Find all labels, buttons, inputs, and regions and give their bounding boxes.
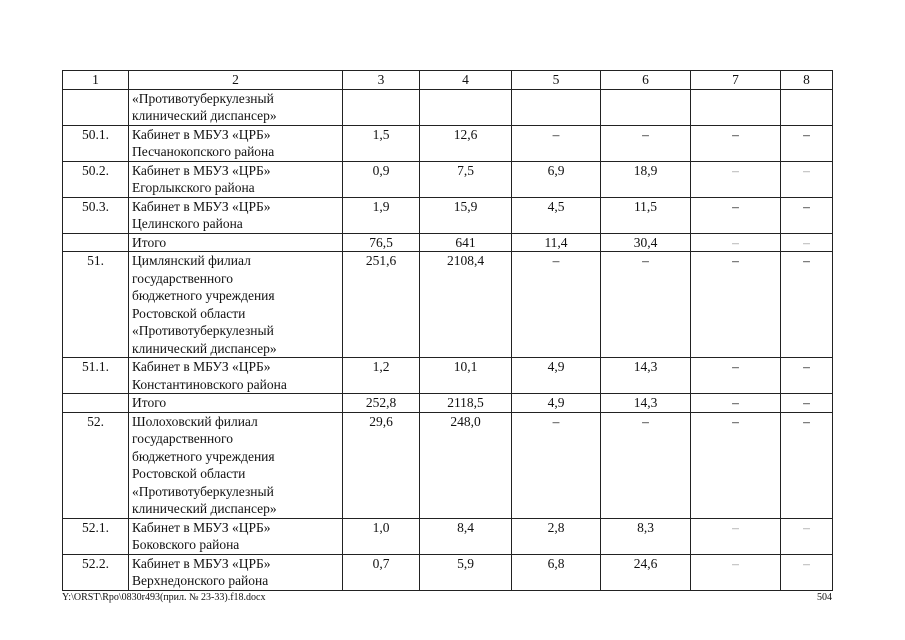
value-cell: – bbox=[781, 233, 833, 252]
name-cell bbox=[129, 125, 343, 161]
value-cell: – bbox=[691, 252, 781, 358]
footer-page-number: 504 bbox=[817, 592, 832, 603]
table-row bbox=[63, 394, 833, 413]
value-cell bbox=[781, 89, 833, 125]
name-line: Константиновского района bbox=[132, 376, 287, 392]
value-cell bbox=[512, 89, 601, 125]
header-cell: 7 bbox=[691, 71, 781, 90]
footer-file-path: Y:\ORST\Rpo\0830r493(прил. № 23-33).f18.docx bbox=[62, 592, 266, 603]
value-cell: 248,0 bbox=[420, 412, 512, 518]
value-cell: 5,9 bbox=[420, 554, 512, 590]
name-line: Целинского района bbox=[132, 216, 243, 231]
value-cell: – bbox=[691, 197, 781, 233]
table-header-row bbox=[63, 71, 833, 90]
name-line: Итого bbox=[132, 395, 167, 410]
header-cell: 3 bbox=[343, 71, 420, 90]
table-row bbox=[63, 518, 833, 554]
value-cell bbox=[691, 89, 781, 125]
value-cell: 29,6 bbox=[343, 412, 420, 518]
value-cell: – bbox=[781, 252, 833, 358]
value-cell: – bbox=[512, 412, 601, 518]
value-cell bbox=[343, 89, 420, 125]
value-cell: – bbox=[691, 358, 781, 394]
name-line: Кабинет в МБУЗ «ЦРБ» bbox=[132, 519, 271, 535]
name-line: Верхнедонского района bbox=[132, 573, 269, 588]
table-row bbox=[63, 125, 833, 161]
name-line: Песчанокопского района bbox=[132, 144, 275, 159]
name-line: Ростовской области bbox=[132, 305, 246, 321]
name-line: Кабинет в МБУЗ «ЦРБ» bbox=[132, 359, 271, 374]
header-cell: 2 bbox=[129, 71, 343, 90]
value-cell: 14,3 bbox=[601, 358, 691, 394]
value-cell: – bbox=[781, 518, 833, 554]
value-cell: 8,3 bbox=[601, 518, 691, 554]
name-line: Кабинет в МБУЗ «ЦРБ» bbox=[132, 198, 271, 214]
value-cell: 0,9 bbox=[343, 161, 420, 197]
value-cell: – bbox=[781, 554, 833, 590]
value-cell: 76,5 bbox=[343, 233, 420, 252]
value-cell: 2118,5 bbox=[420, 394, 512, 413]
value-cell: – bbox=[781, 358, 833, 394]
table-row bbox=[63, 252, 833, 358]
name-cell bbox=[129, 197, 343, 233]
name-line: «Противотуберкулезный bbox=[132, 323, 274, 338]
table-row bbox=[63, 89, 833, 125]
table-row bbox=[63, 412, 833, 518]
value-cell: 10,1 bbox=[420, 358, 512, 394]
value-cell: 4,5 bbox=[512, 197, 601, 233]
value-cell: 1,5 bbox=[343, 125, 420, 161]
value-cell: 1,0 bbox=[343, 518, 420, 554]
name-line: Цимлянский филиал bbox=[132, 253, 251, 268]
name-line: государственного bbox=[132, 270, 233, 286]
name-cell bbox=[129, 394, 343, 413]
name-line: Итого bbox=[132, 234, 167, 250]
value-cell bbox=[601, 89, 691, 125]
value-cell: 641 bbox=[420, 233, 512, 252]
table-body bbox=[63, 71, 833, 591]
name-line: Кабинет в МБУЗ «ЦРБ» bbox=[132, 555, 271, 571]
value-cell: – bbox=[691, 161, 781, 197]
name-line: государственного bbox=[132, 431, 233, 446]
header-cell: 6 bbox=[601, 71, 691, 90]
name-cell bbox=[129, 412, 343, 518]
value-cell: – bbox=[781, 197, 833, 233]
name-line: «Противотуберкулезный bbox=[132, 483, 274, 499]
value-cell: 18,9 bbox=[601, 161, 691, 197]
value-cell: – bbox=[601, 125, 691, 161]
header-cell: 5 bbox=[512, 71, 601, 90]
value-cell bbox=[420, 89, 512, 125]
table-row bbox=[63, 358, 833, 394]
name-cell bbox=[129, 89, 343, 125]
table-row bbox=[63, 554, 833, 590]
value-cell: 6,8 bbox=[512, 554, 601, 590]
name-cell bbox=[129, 518, 343, 554]
name-cell bbox=[129, 252, 343, 358]
value-cell: 11,4 bbox=[512, 233, 601, 252]
value-cell: – bbox=[781, 412, 833, 518]
value-cell: 1,2 bbox=[343, 358, 420, 394]
name-cell bbox=[129, 161, 343, 197]
table-row bbox=[63, 233, 833, 252]
value-cell: 1,9 bbox=[343, 197, 420, 233]
name-line: Боковского района bbox=[132, 537, 240, 552]
value-cell: 8,4 bbox=[420, 518, 512, 554]
name-line: Шолоховский филиал bbox=[132, 413, 258, 429]
value-cell: 24,6 bbox=[601, 554, 691, 590]
value-cell: 6,9 bbox=[512, 161, 601, 197]
value-cell: – bbox=[601, 412, 691, 518]
name-line: бюджетного учреждения bbox=[132, 288, 275, 303]
row-number-cell: 52.2. bbox=[63, 554, 129, 590]
value-cell: 2,8 bbox=[512, 518, 601, 554]
value-cell: – bbox=[781, 161, 833, 197]
name-line: «Противотуберкулезный bbox=[132, 90, 274, 106]
value-cell: 2108,4 bbox=[420, 252, 512, 358]
name-line: клинический диспансер» bbox=[132, 501, 277, 516]
value-cell: 14,3 bbox=[601, 394, 691, 413]
row-number-cell: 50.1. bbox=[63, 125, 129, 161]
value-cell: 30,4 bbox=[601, 233, 691, 252]
row-number-cell: 50.3. bbox=[63, 197, 129, 233]
value-cell: 15,9 bbox=[420, 197, 512, 233]
value-cell: – bbox=[781, 394, 833, 413]
name-line: Егорлыкского района bbox=[132, 180, 255, 195]
header-cell: 1 bbox=[63, 71, 129, 90]
header-cell: 8 bbox=[781, 71, 833, 90]
value-cell: 251,6 bbox=[343, 252, 420, 358]
name-line: клинический диспансер» bbox=[132, 108, 277, 123]
row-number-cell bbox=[63, 233, 129, 252]
table-row bbox=[63, 197, 833, 233]
value-cell: – bbox=[691, 233, 781, 252]
row-number-cell: 51. bbox=[63, 252, 129, 358]
value-cell: – bbox=[691, 554, 781, 590]
value-cell: 4,9 bbox=[512, 394, 601, 413]
value-cell: 11,5 bbox=[601, 197, 691, 233]
value-cell: 4,9 bbox=[512, 358, 601, 394]
value-cell: – bbox=[691, 125, 781, 161]
value-cell: – bbox=[512, 252, 601, 358]
row-number-cell: 52. bbox=[63, 412, 129, 518]
table-row bbox=[63, 161, 833, 197]
row-number-cell: 50.2. bbox=[63, 161, 129, 197]
name-line: Кабинет в МБУЗ «ЦРБ» bbox=[132, 126, 271, 142]
name-line: клинический диспансер» bbox=[132, 340, 277, 356]
data-table bbox=[62, 70, 833, 591]
value-cell: 12,6 bbox=[420, 125, 512, 161]
value-cell: 0,7 bbox=[343, 554, 420, 590]
value-cell: – bbox=[512, 125, 601, 161]
name-cell bbox=[129, 358, 343, 394]
name-cell bbox=[129, 554, 343, 590]
value-cell: 252,8 bbox=[343, 394, 420, 413]
name-line: бюджетного учреждения bbox=[132, 448, 275, 464]
value-cell: – bbox=[781, 125, 833, 161]
row-number-cell bbox=[63, 394, 129, 413]
value-cell: – bbox=[691, 394, 781, 413]
value-cell: – bbox=[691, 412, 781, 518]
value-cell: 7,5 bbox=[420, 161, 512, 197]
value-cell: – bbox=[601, 252, 691, 358]
name-line: Ростовской области bbox=[132, 466, 246, 481]
row-number-cell bbox=[63, 89, 129, 125]
header-cell: 4 bbox=[420, 71, 512, 90]
value-cell: – bbox=[691, 518, 781, 554]
name-cell bbox=[129, 233, 343, 252]
name-line: Кабинет в МБУЗ «ЦРБ» bbox=[132, 162, 271, 178]
row-number-cell: 52.1. bbox=[63, 518, 129, 554]
row-number-cell: 51.1. bbox=[63, 358, 129, 394]
